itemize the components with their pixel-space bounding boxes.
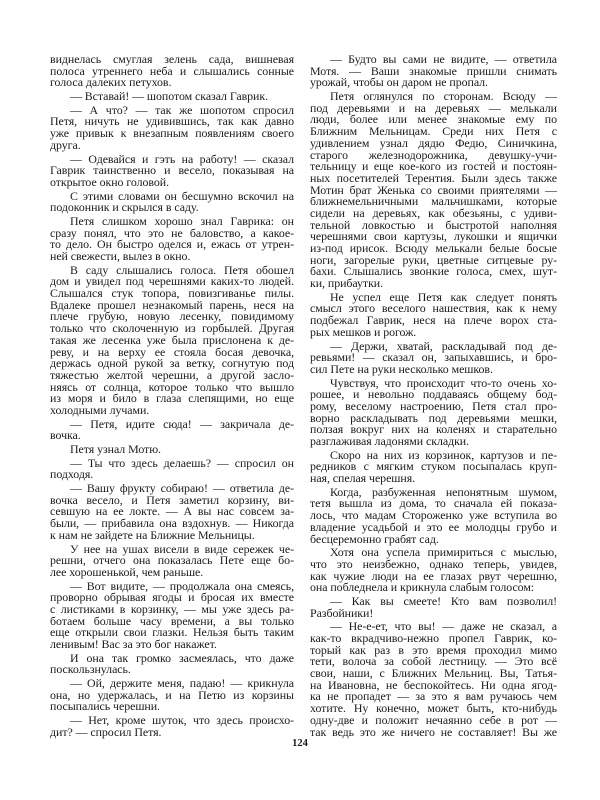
text-line: — А что? — так же шопотом спросил xyxy=(70,102,294,117)
text-line: В саду слышались голоса. Петя обошел xyxy=(70,262,294,277)
paragraph xyxy=(50,91,294,103)
text-line: поскользнулась. xyxy=(50,662,131,677)
text-line: она побледнела и крикнула слабым голосом: xyxy=(310,580,535,595)
text-line: бесцеремонно грабят сад. xyxy=(310,531,439,546)
text-column-left xyxy=(50,54,294,741)
text-line: бахи. Слышались звонкие голоса, смех, шут- xyxy=(310,264,557,279)
text-line: Когда, разбуженная непонятным шумом, xyxy=(330,484,557,499)
text-line: Чувствуя, что происходит что-то очень хо- xyxy=(330,375,557,390)
text-line: Мотя. — Ваши знакомые пришли снимать xyxy=(310,63,557,78)
text-line: — Держи, хватай, раскладывай под де- xyxy=(330,338,557,353)
text-line: ленивым! Вас за это бог накажет. xyxy=(50,637,217,651)
text-line: — Вставай! — шопотом сказал Гаврик. xyxy=(70,89,269,104)
text-line: разглаживая ладонями складки. xyxy=(310,434,470,448)
text-line: как-то вкрадчиво-нежно пропел Гаврик, ко- xyxy=(310,631,557,645)
text-line: — Вашу фрукту собираю! — ответила де- xyxy=(70,481,294,496)
text-line: Гаврик таинственно и весело, показывая на xyxy=(50,163,294,178)
text-line: ревьями! — сказал он, запыхавшись, и бро- xyxy=(310,350,557,365)
paragraph xyxy=(310,621,557,738)
text-line: тяжестью желтой черешни, а другой засло- xyxy=(50,367,294,382)
text-line: сидели на деревьях, как обезьяны, с удиви- xyxy=(310,205,557,220)
text-line: она, но удержалась, и на Петю из корзины xyxy=(50,687,294,702)
text-line: проворно обрывая ягоды и бросая их вместе xyxy=(50,590,294,605)
text-line: урожай, чтобы он даром не пропал. xyxy=(310,75,488,90)
text-line: дом и увидел под черешнями каких-то людей. xyxy=(50,274,294,289)
paragraph xyxy=(50,213,294,263)
text-line: люди, более или менее знакомые ему по xyxy=(310,112,557,127)
paragraph xyxy=(50,102,294,152)
text-line: как чужие люди на ее глазах рвут черешню, xyxy=(310,568,557,583)
text-column-right xyxy=(310,54,557,740)
text-line: тетя вышла из дома, то сначала ей показа- xyxy=(310,496,557,511)
text-line: Разбойники! xyxy=(310,605,374,620)
paragraph xyxy=(50,578,294,651)
text-line: сразу понял, что это не баловство, а какое- xyxy=(50,225,294,240)
text-line: друга. xyxy=(50,137,81,152)
text-line: из моря и било в глаза слепящими, но еще xyxy=(50,391,294,406)
text-line: Петя слишком хорошо знал Гаврика: он xyxy=(70,213,294,228)
text-line: подоконник и скрылся в саду. xyxy=(50,200,199,215)
text-line: на Ивановна, не беспокойтесь. Ни одна ягод- xyxy=(310,677,557,692)
text-line: Ближним Мельницам. Среди них Петя с xyxy=(310,124,557,139)
text-line: из-под ирисок. Всюду мелькали белые босые xyxy=(310,241,557,255)
text-line: ней свежести, вылез в окно. xyxy=(50,249,191,263)
text-line: сил Пете на руки несколько мешков. xyxy=(310,361,493,376)
paragraph xyxy=(50,541,294,579)
text-line: Вдалеке прошел незнакомый парень, неся на xyxy=(50,297,294,312)
text-line: под деревьями и на деревьях — мелькали xyxy=(310,100,557,115)
text-line: ноги, загорелые руки, цветные ситцевые ру- xyxy=(310,252,557,267)
paragraph xyxy=(310,375,557,448)
text-line: посыпались черешни. xyxy=(50,699,160,714)
text-line: что это неизбежно, однако теперь, увидев, xyxy=(310,556,557,571)
page-number: 124 xyxy=(292,738,308,749)
paragraph xyxy=(310,484,557,546)
text-line: — Нет, кроме шуток, что здесь происхо- xyxy=(70,713,294,728)
text-line: такая же лесенка уже была прислонена к де- xyxy=(50,332,294,347)
text-line: ная, спелая черешня. xyxy=(310,471,416,486)
text-line: — Как вы смеете! Кто вам позволил! xyxy=(330,593,557,608)
text-line: Скоро на них из корзинок, картузов и пе- xyxy=(330,447,557,462)
text-line: ки, прибаутки. xyxy=(310,276,384,291)
text-line: только что сколоченную из горбылей. Другая xyxy=(50,321,294,336)
text-line: уже привык к внезапным появлениям своего xyxy=(50,126,294,141)
paragraph xyxy=(50,416,294,443)
text-line: удивлением узнал дядю Федю, Синичкина, xyxy=(310,135,557,150)
paragraph xyxy=(50,483,294,541)
text-line: реву, и на верху ее стояла босая девочка, xyxy=(50,344,294,359)
text-line: С этими словами он бесшумно вскочил на xyxy=(70,188,294,203)
text-line: няясь от солнца, которое только что вышло xyxy=(50,379,294,394)
paragraph xyxy=(50,455,294,482)
text-line: — Будто вы сами не видите, — ответила xyxy=(330,52,557,66)
paragraph xyxy=(50,444,294,456)
text-line: голоса далеких петухов. xyxy=(50,75,172,90)
text-line: И она так громко засмеялась, что даже xyxy=(70,650,294,665)
paragraph xyxy=(50,650,294,677)
text-line: — Ты что здесь делаешь? — спросил он xyxy=(70,455,294,470)
paragraph xyxy=(50,262,294,417)
text-line: к нам не зайдете на Ближние Мельницы. xyxy=(50,527,255,542)
text-line: лось, что мадам Стороженко уже вступила во xyxy=(310,508,557,523)
text-line: ботаем больше часу времени, а вы только xyxy=(50,613,294,628)
text-line: владение усадьбой и это ее молодцы грубо и xyxy=(310,519,557,534)
text-line: рых мешков и рогож. xyxy=(310,324,417,339)
paragraph xyxy=(310,289,557,339)
text-line: У нее на ушах висели в виде сережек че- xyxy=(70,541,294,556)
text-line: так ведь это же ничего не составляет! Вы же xyxy=(310,724,557,739)
text-line: то дело. Он быстро оделся и, ежась от утрен- xyxy=(50,237,294,252)
text-line: Не успел еще Петя как следует понять xyxy=(330,289,557,304)
text-line: ных посетителей Терентия. Были здесь также xyxy=(310,170,557,185)
text-line: виднелась смуглая зелень сада, вишневая xyxy=(50,52,294,66)
text-line: севшую на ее локте. — А вы нас совсем за- xyxy=(50,504,294,519)
text-line: смысл этого веселого нашествия, как к нему xyxy=(310,301,557,316)
text-line: хотите. Ну конечно, может быть, кто-нибудь xyxy=(310,701,557,716)
paragraph xyxy=(310,593,557,620)
paragraph xyxy=(310,91,557,290)
text-line: старого железнодорожника, девушку-учи- xyxy=(310,147,557,162)
text-line: — Ой, держите меня, падаю! — крикнула xyxy=(70,676,294,691)
text-line: лее хорошенькой, чем раньше. xyxy=(50,564,204,579)
text-line: ползая вокруг них на коленях и старательно xyxy=(310,422,557,437)
paragraph xyxy=(310,547,557,594)
text-line: — Одевайся и гэть на работу! — сказал xyxy=(70,151,294,166)
text-line: еще открыли свои глазки. Нельзя быть таким xyxy=(50,625,294,640)
paragraph xyxy=(310,447,557,486)
text-line: рошее, и невольно поддаваясь общему бод- xyxy=(310,387,557,402)
text-line: были, — прибавила она вздохнув. — Никогда xyxy=(50,516,294,531)
text-line: вочка. xyxy=(50,428,81,443)
text-line: решни, отчего она показалась Пете еще бо- xyxy=(50,553,294,568)
text-line: дит? — спросил Петя. xyxy=(50,724,162,739)
text-line: подходя. xyxy=(50,467,94,482)
text-line: свои, наши, с Ближних Мельниц. Вы, Татья- xyxy=(310,666,557,681)
text-line: открытое окно головой. xyxy=(50,174,170,189)
paragraph xyxy=(310,54,557,89)
paragraph xyxy=(310,338,557,376)
paragraph xyxy=(50,678,294,713)
text-line: подбежал Гаврик, неся на плече ворох ста- xyxy=(310,313,557,328)
text-line: вочка весело, и Петя заметил корзину, ви- xyxy=(50,492,294,507)
text-line: ка не пропадет — за это я вам ручаюсь чем xyxy=(310,689,557,704)
text-line: ближнемельничными мальчишками, которые xyxy=(310,194,557,209)
text-line: — Не-е-ет, что вы! — даже не сказал, а xyxy=(330,619,557,634)
text-line: Петя оглянулся по сторонам. Всюду — xyxy=(330,89,557,104)
text-line: полоса утреннего неба и слышались сонные xyxy=(50,63,294,78)
paragraph xyxy=(50,715,294,738)
text-line: тети, волоча за собой лестницу. — Это всё xyxy=(310,654,557,669)
text-line: холодными лучами. xyxy=(50,402,150,417)
paragraph xyxy=(50,151,294,189)
text-line: — Вот видите, — продолжала она смеясь, xyxy=(70,578,294,593)
text-line: Слышался стук топора, повизгиванье пилы. xyxy=(50,286,294,301)
text-line: Петя узнал Мотю. xyxy=(70,442,161,456)
text-line: Хотя она успела примириться с мыслью, xyxy=(330,545,557,560)
paragraph xyxy=(50,54,294,89)
text-line: Петя, ничуть не удивившись, так как давно xyxy=(50,114,294,129)
text-line: черешнями свои картузы, лукошки и ящички xyxy=(310,229,557,244)
text-line: Мотин брат Женька со своими приятелями — xyxy=(310,182,557,197)
text-line: рому, веселому настроению, Петя стал про- xyxy=(310,398,557,413)
text-line: тельницу и еще кое-кого из гостей и постоян- xyxy=(310,159,557,174)
text-line: — Петя, идите сюда! — закричала де- xyxy=(70,416,294,431)
text-line: редников с мягким стуком посыпалась круп- xyxy=(310,459,557,474)
text-line: с листиками в корзинку, — мы уже здесь ра- xyxy=(50,601,294,616)
text-line: тельной ловкостью и быстротой наполняя xyxy=(310,217,557,232)
text-line: одну-две и положит нечаянно себе в рот — xyxy=(310,712,557,727)
text-line: держась одной рукой за ветку, согнутую под xyxy=(50,356,294,371)
text-line: ворно раскладывать под деревьями мешки, xyxy=(310,410,557,425)
text-line: плече грубую, новую лесенку, повидимому xyxy=(50,309,294,324)
paragraph xyxy=(50,188,294,215)
text-line: торый как раз в это время проходил мимо xyxy=(310,642,557,657)
